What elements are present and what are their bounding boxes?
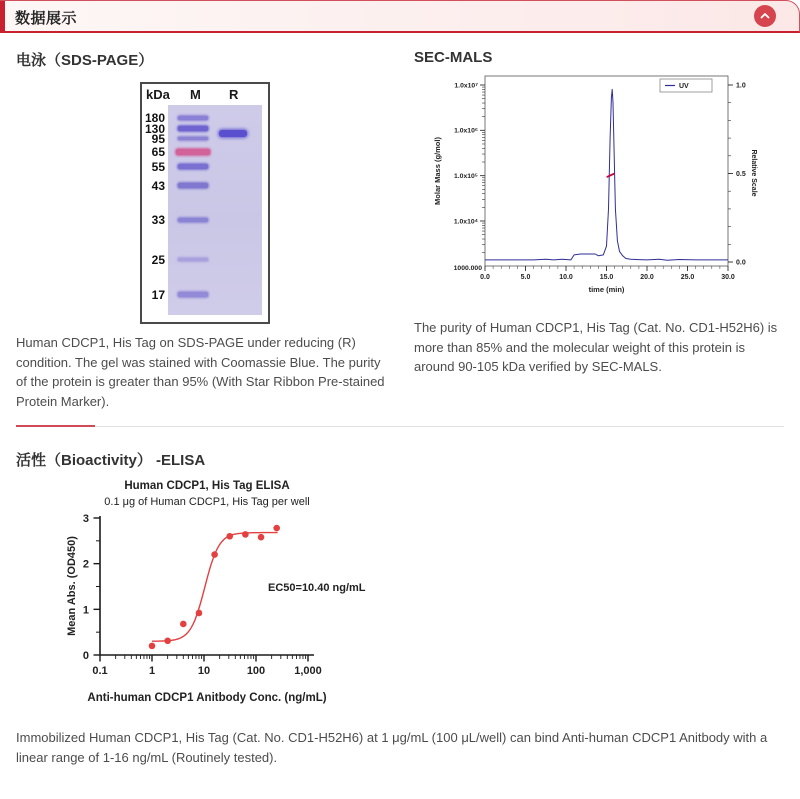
page-title: 数据展示 [15, 10, 78, 27]
gel-marker-label: 33 [151, 213, 165, 227]
gel-marker-label: 130 [144, 122, 165, 136]
sec-mals-section [414, 33, 784, 377]
svg-text:25.0: 25.0 [680, 274, 695, 281]
gel-marker-label: 55 [151, 160, 165, 174]
svg-text:1.0x10⁴: 1.0x10⁴ [453, 218, 478, 226]
svg-text:20.0: 20.0 [640, 274, 654, 281]
svg-text:0.0: 0.0 [480, 274, 490, 281]
svg-text:1: 1 [82, 604, 89, 617]
svg-text:0.5: 0.5 [736, 171, 746, 179]
sds-page-title: 电泳（SDS-PAGE） [16, 52, 154, 69]
elisa-chart [50, 474, 410, 719]
section-header [0, 0, 800, 33]
svg-text:1000.000: 1000.000 [453, 265, 482, 272]
gel-marker-label: 43 [151, 179, 165, 193]
svg-text:0.0: 0.0 [736, 259, 746, 267]
elisa-section [16, 449, 784, 767]
svg-text:2: 2 [82, 558, 89, 571]
gel-marker-label: 95 [151, 132, 165, 146]
svg-text:0: 0 [82, 650, 89, 662]
gel-marker-band [178, 218, 208, 222]
gel-marker-label: 65 [151, 145, 165, 159]
gel-lane-r-label: R [229, 87, 239, 102]
gel-lane-m-label: M [190, 87, 201, 102]
chevron-up-icon [759, 10, 771, 22]
header-accent-bar [0, 1, 5, 31]
svg-text:0.1 μg of Human CDCP1, His Tag: 0.1 μg of Human CDCP1, His Tag per well [104, 496, 310, 508]
gel-sample-band [219, 130, 247, 137]
gel-marker-band [178, 164, 208, 169]
gel-marker-label: 25 [151, 253, 165, 267]
gel-marker-label: 180 [144, 111, 165, 125]
elisa-title: 活性（Bioactivity） -ELISA [16, 452, 206, 469]
svg-text:EC50=10.40 ng/mL: EC50=10.40 ng/mL [268, 582, 366, 594]
svg-text:Relative Scale: Relative Scale [750, 149, 757, 197]
collapse-button[interactable] [754, 5, 776, 27]
gel-marker-band [178, 137, 208, 140]
svg-text:1.0x10⁵: 1.0x10⁵ [454, 173, 478, 181]
svg-text:0.1: 0.1 [92, 665, 108, 677]
svg-text:30.0: 30.0 [721, 274, 735, 281]
svg-text:1: 1 [148, 665, 156, 677]
svg-text:UV: UV [679, 83, 689, 90]
svg-text:10.0: 10.0 [559, 274, 573, 281]
svg-text:1.0: 1.0 [736, 82, 746, 90]
gel-marker-band [178, 183, 208, 188]
svg-text:15.0: 15.0 [599, 274, 614, 281]
sds-page-gel-image [140, 82, 270, 324]
svg-text:Molar Mass (g/mol): Molar Mass (g/mol) [433, 137, 442, 205]
sds-page-caption: Human CDCP1, His Tag on SDS-PAGE under reducing (R) condition. The gel was stained with Coomassie Blue. The purity of the protein is greater than 95% (With Star Ribbon Pre-stained Protein Marker). [16, 335, 385, 409]
svg-text:Mean Abs. (OD450): Mean Abs. (OD450) [66, 536, 78, 636]
svg-text:1.0x10⁶: 1.0x10⁶ [454, 127, 478, 135]
gel-marker-label: 17 [151, 288, 165, 302]
gel-kda-label: kDa [146, 87, 170, 102]
data-display-content [0, 33, 800, 767]
svg-text:1,000: 1,000 [294, 665, 322, 677]
svg-text:time (min): time (min) [588, 285, 625, 294]
sec-mals-chart [414, 72, 759, 304]
gel-marker-band [178, 292, 208, 297]
svg-text:Anti-human CDCP1 Anitbody Conc: Anti-human CDCP1 Anitbody Conc. (ng/mL) [87, 692, 327, 704]
sec-mals-title: SEC-MALS [414, 49, 493, 66]
svg-text:Human CDCP1, His Tag ELISA: Human CDCP1, His Tag ELISA [124, 480, 290, 492]
sec-mals-caption: The purity of Human CDCP1, His Tag (Cat. No. CD1-H52H6) is more than 85% and the molecular weight of this protein is around 90-105 kDa verified by SEC-MALS. [414, 320, 778, 374]
svg-text:3: 3 [82, 512, 89, 525]
gel-marker-band [178, 126, 208, 131]
section-divider [16, 426, 784, 427]
sds-page-section [16, 33, 390, 411]
svg-text:100: 100 [246, 665, 266, 677]
svg-text:5.0: 5.0 [520, 274, 531, 281]
gel-marker-band [178, 258, 208, 261]
svg-text:1.0x10⁷: 1.0x10⁷ [454, 82, 478, 90]
gel-marker-band [176, 149, 210, 155]
gel-marker-band [178, 116, 208, 120]
divider-red-accent [16, 425, 95, 427]
svg-text:10: 10 [197, 665, 211, 677]
elisa-caption: Immobilized Human CDCP1, His Tag (Cat. No. CD1-H52H6) at 1 μg/mL (100 μL/well) can bind Anti-human CDCP1 Anitbody with a linear range of 1-16 ng/mL (Routinely tested). [16, 730, 768, 765]
